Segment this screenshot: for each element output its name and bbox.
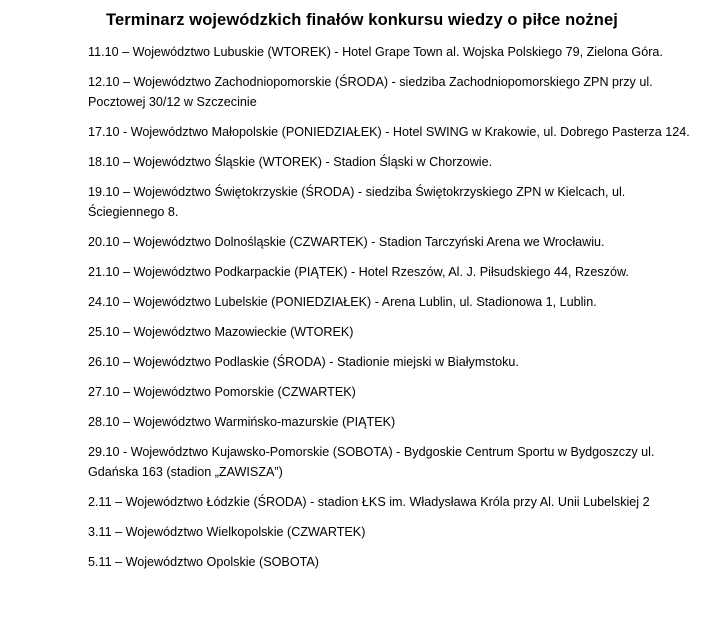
schedule-entry: 3.11 – Województwo Wielkopolskie (CZWARTEK) xyxy=(88,525,366,539)
schedule-entry: 2.11 – Województwo Łódzkie (ŚRODA) - stadion ŁKS im. Władysława Króla przy Al. Unii Lubelskiej 2 xyxy=(88,495,650,509)
schedule-entry: 29.10 - Województwo Kujawsko-Pomorskie (SOBOTA) - Bydgoskie Centrum Sportu w Bydgoszczy ul. Gdańska 163 (stadion „ZAWISZA”) xyxy=(88,445,655,479)
schedule-entry: 19.10 – Województwo Świętokrzyskie (ŚRODA) - siedziba Świętokrzyskiego ZPN w Kielcach, ul. Ściegiennego 8. xyxy=(88,185,626,219)
schedule-entry: 27.10 – Województwo Pomorskie (CZWARTEK) xyxy=(88,385,356,399)
schedule-entry: 18.10 – Województwo Śląskie (WTOREK) - Stadion Śląski w Chorzowie. xyxy=(88,155,493,169)
document-title: Terminarz wojewódzkich finałów konkursu wiedzy o piłce nożnej xyxy=(106,11,618,29)
schedule-entry: 24.10 – Województwo Lubelskie (PONIEDZIAŁEK) - Arena Lublin, ul. Stadionowa 1, Lublin. xyxy=(88,295,597,309)
schedule-entry: 26.10 – Województwo Podlaskie (ŚRODA) - Stadionie miejski w Białymstoku. xyxy=(88,355,519,369)
schedule-entry: 28.10 – Województwo Warmińsko-mazurskie (PIĄTEK) xyxy=(88,415,396,429)
schedule-entry: 20.10 – Województwo Dolnośląskie (CZWARTEK) - Stadion Tarczyński Arena we Wrocławiu. xyxy=(88,235,605,249)
schedule-entry: 17.10 - Województwo Małopolskie (PONIEDZIAŁEK) - Hotel SWING w Krakowie, ul. Dobrego Pasterza 124. xyxy=(88,125,690,139)
schedule-entry: 25.10 – Województwo Mazowieckie (WTOREK) xyxy=(88,325,354,339)
schedule-entry: 21.10 – Województwo Podkarpackie (PIĄTEK) - Hotel Rzeszów, Al. J. Piłsudskiego 44, Rzeszów. xyxy=(88,265,629,279)
schedule-entry: 12.10 – Województwo Zachodniopomorskie (ŚRODA) - siedziba Zachodniopomorskiego ZPN przy ul. Pocztowej 30/12 w Szczecinie xyxy=(88,75,653,109)
schedule-entry: 11.10 – Województwo Lubuskie (WTOREK) - Hotel Grape Town al. Wojska Polskiego 79, Zielona Góra. xyxy=(88,45,663,59)
schedule-list xyxy=(88,42,698,582)
schedule-entry: 5.11 – Województwo Opolskie (SOBOTA) xyxy=(88,555,319,569)
